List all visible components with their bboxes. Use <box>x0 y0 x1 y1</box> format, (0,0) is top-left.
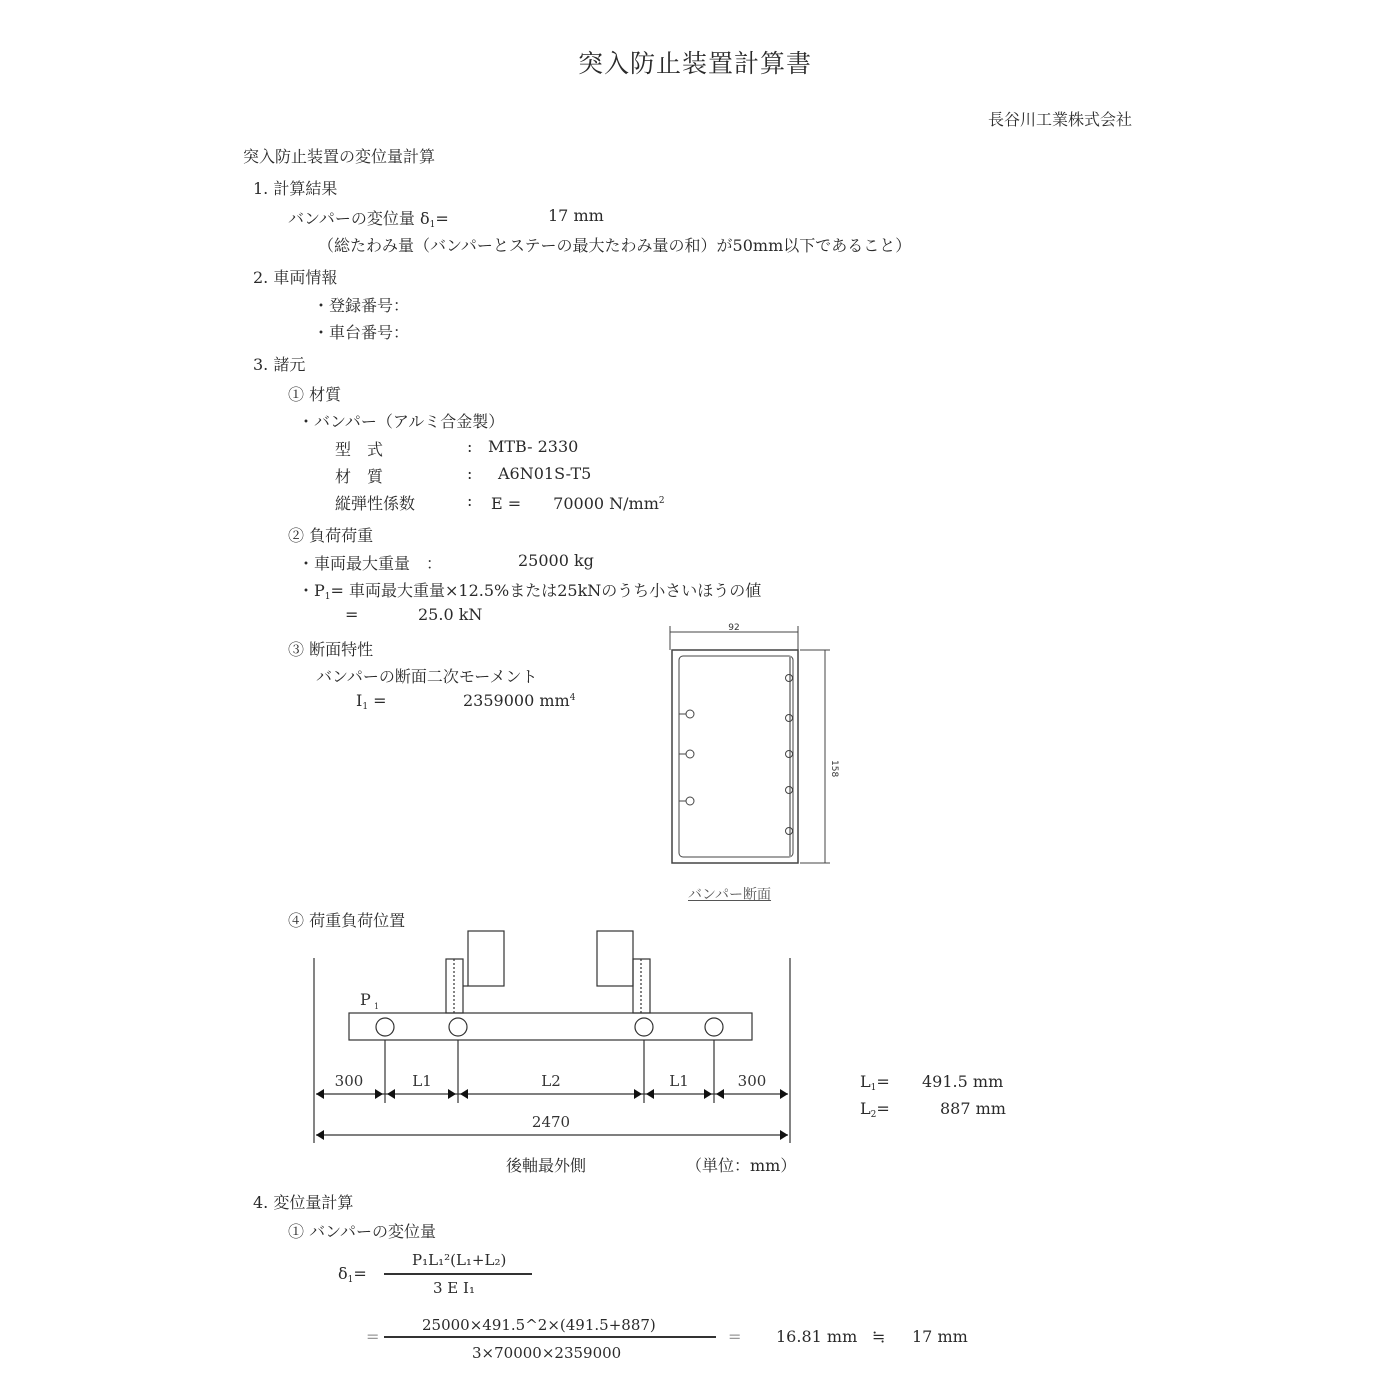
svg-text:2470: 2470 <box>531 1113 571 1131</box>
i1-value: 2359000 $mm^4$ <box>463 691 576 710</box>
svg-text:300: 300 <box>334 1072 364 1090</box>
formula-fraction-bar <box>384 1273 532 1275</box>
displacement-note: （総たわみ量（バンパーとステーの最大たわみ量の和）が50mm以下であること） <box>318 236 912 255</box>
svg-text:P: P <box>360 990 371 1009</box>
bumper-item: ・バンパー（アルミ合金製） <box>298 412 505 431</box>
l2-value: 887 mm <box>940 1099 1006 1118</box>
formula-numerator: P₁L₁²(L₁+L₂) <box>412 1251 507 1269</box>
calc-numerator: 25000×491.5^2×(491.5+887) <box>422 1316 656 1334</box>
formula-lhs: $\delta_1=$ <box>338 1264 367 1285</box>
formula-denominator: 3 E I₁ <box>433 1279 475 1297</box>
material-heading: ① 材質 <box>288 385 342 404</box>
displacement-result-line: バンパーの変位量 $\delta_1=$ <box>288 209 449 230</box>
svg-text:L1: L1 <box>412 1072 432 1090</box>
displacement-label: バンパーの変位量 δ <box>288 209 430 228</box>
l2-label: $L_2=$ <box>860 1099 890 1120</box>
bumper-displacement-heading: ① バンパーの変位量 <box>288 1222 436 1241</box>
calc-eq: = <box>366 1327 380 1346</box>
displacement-result-value: 17 mm <box>548 206 604 225</box>
svg-text:1: 1 <box>374 1002 380 1011</box>
document-subtitle: 突入防止装置の変位量計算 <box>243 147 436 166</box>
company-name: 長谷川工業株式会社 <box>988 110 1133 129</box>
svg-text:158: 158 <box>829 760 839 778</box>
material-value: A6N01S-T5 <box>498 464 592 483</box>
chassis-number-label: ・車台番号： <box>313 323 410 342</box>
p1-eq: = <box>345 605 359 624</box>
section-1-heading: 1. 計算結果 <box>253 179 338 198</box>
model-label: 型 式 <box>335 440 384 459</box>
load-heading: ② 負荷荷重 <box>288 526 374 545</box>
model-value: MTB- 2330 <box>488 437 579 456</box>
l1-value: 491.5 mm <box>922 1072 1004 1091</box>
calc-fraction-bar <box>384 1336 716 1338</box>
svg-text:300: 300 <box>737 1072 767 1090</box>
unit-label: （単位：mm） <box>686 1156 797 1175</box>
svg-text:L2: L2 <box>541 1072 561 1090</box>
vehicle-max-weight-label: ・車両最大重量 ： <box>298 554 443 573</box>
section-4-heading: 4. 変位量計算 <box>253 1193 354 1212</box>
load-position-diagram <box>300 925 820 1155</box>
calc-denominator: 3×70000×2359000 <box>472 1344 622 1362</box>
bumper-cross-section-diagram <box>660 620 840 885</box>
section-3-heading: 3. 諸元 <box>253 355 306 374</box>
l1-label: $L_1=$ <box>860 1072 890 1093</box>
material-label: 材 質 <box>335 467 384 486</box>
section-2-heading: 2. 車両情報 <box>253 268 338 287</box>
p1-definition: ・$P_1=$ 車両最大重量×12.5%または25kNのうち小さいほうの値 <box>298 581 762 602</box>
elastic-modulus-colon: : <box>467 491 473 510</box>
svg-text:92: 92 <box>728 623 740 633</box>
registration-number-label: ・登録番号： <box>313 296 410 315</box>
i1-label: $I_1$ = <box>356 691 387 712</box>
calc-result: 16.81 mm <box>776 1327 858 1346</box>
document-title: 突入防止装置計算書 <box>578 49 813 78</box>
cross-section-caption: バンパー断面 <box>688 887 772 903</box>
elastic-modulus-label: 縦弾性係数 <box>335 494 416 513</box>
elastic-modulus-value: E = 70000 $N/mm^2$ <box>491 494 665 513</box>
rear-axle-outermost-label: 後軸最外側 <box>506 1156 587 1175</box>
section-properties-heading: ③ 断面特性 <box>288 640 374 659</box>
vehicle-max-weight-value: 25000 kg <box>518 551 594 570</box>
material-colon: : <box>467 464 473 483</box>
calc-eq2: = <box>728 1327 742 1346</box>
calc-approx: ≒ <box>872 1327 886 1346</box>
moment-of-inertia-desc: バンパーの断面二次モーメント <box>316 667 538 686</box>
load-position-heading: ④ 荷重負荷位置 <box>288 911 406 930</box>
p1-value: 25.0 kN <box>418 605 483 624</box>
calc-rounded: 17 mm <box>912 1327 968 1346</box>
model-colon: : <box>467 437 473 456</box>
svg-text:L1: L1 <box>669 1072 689 1090</box>
